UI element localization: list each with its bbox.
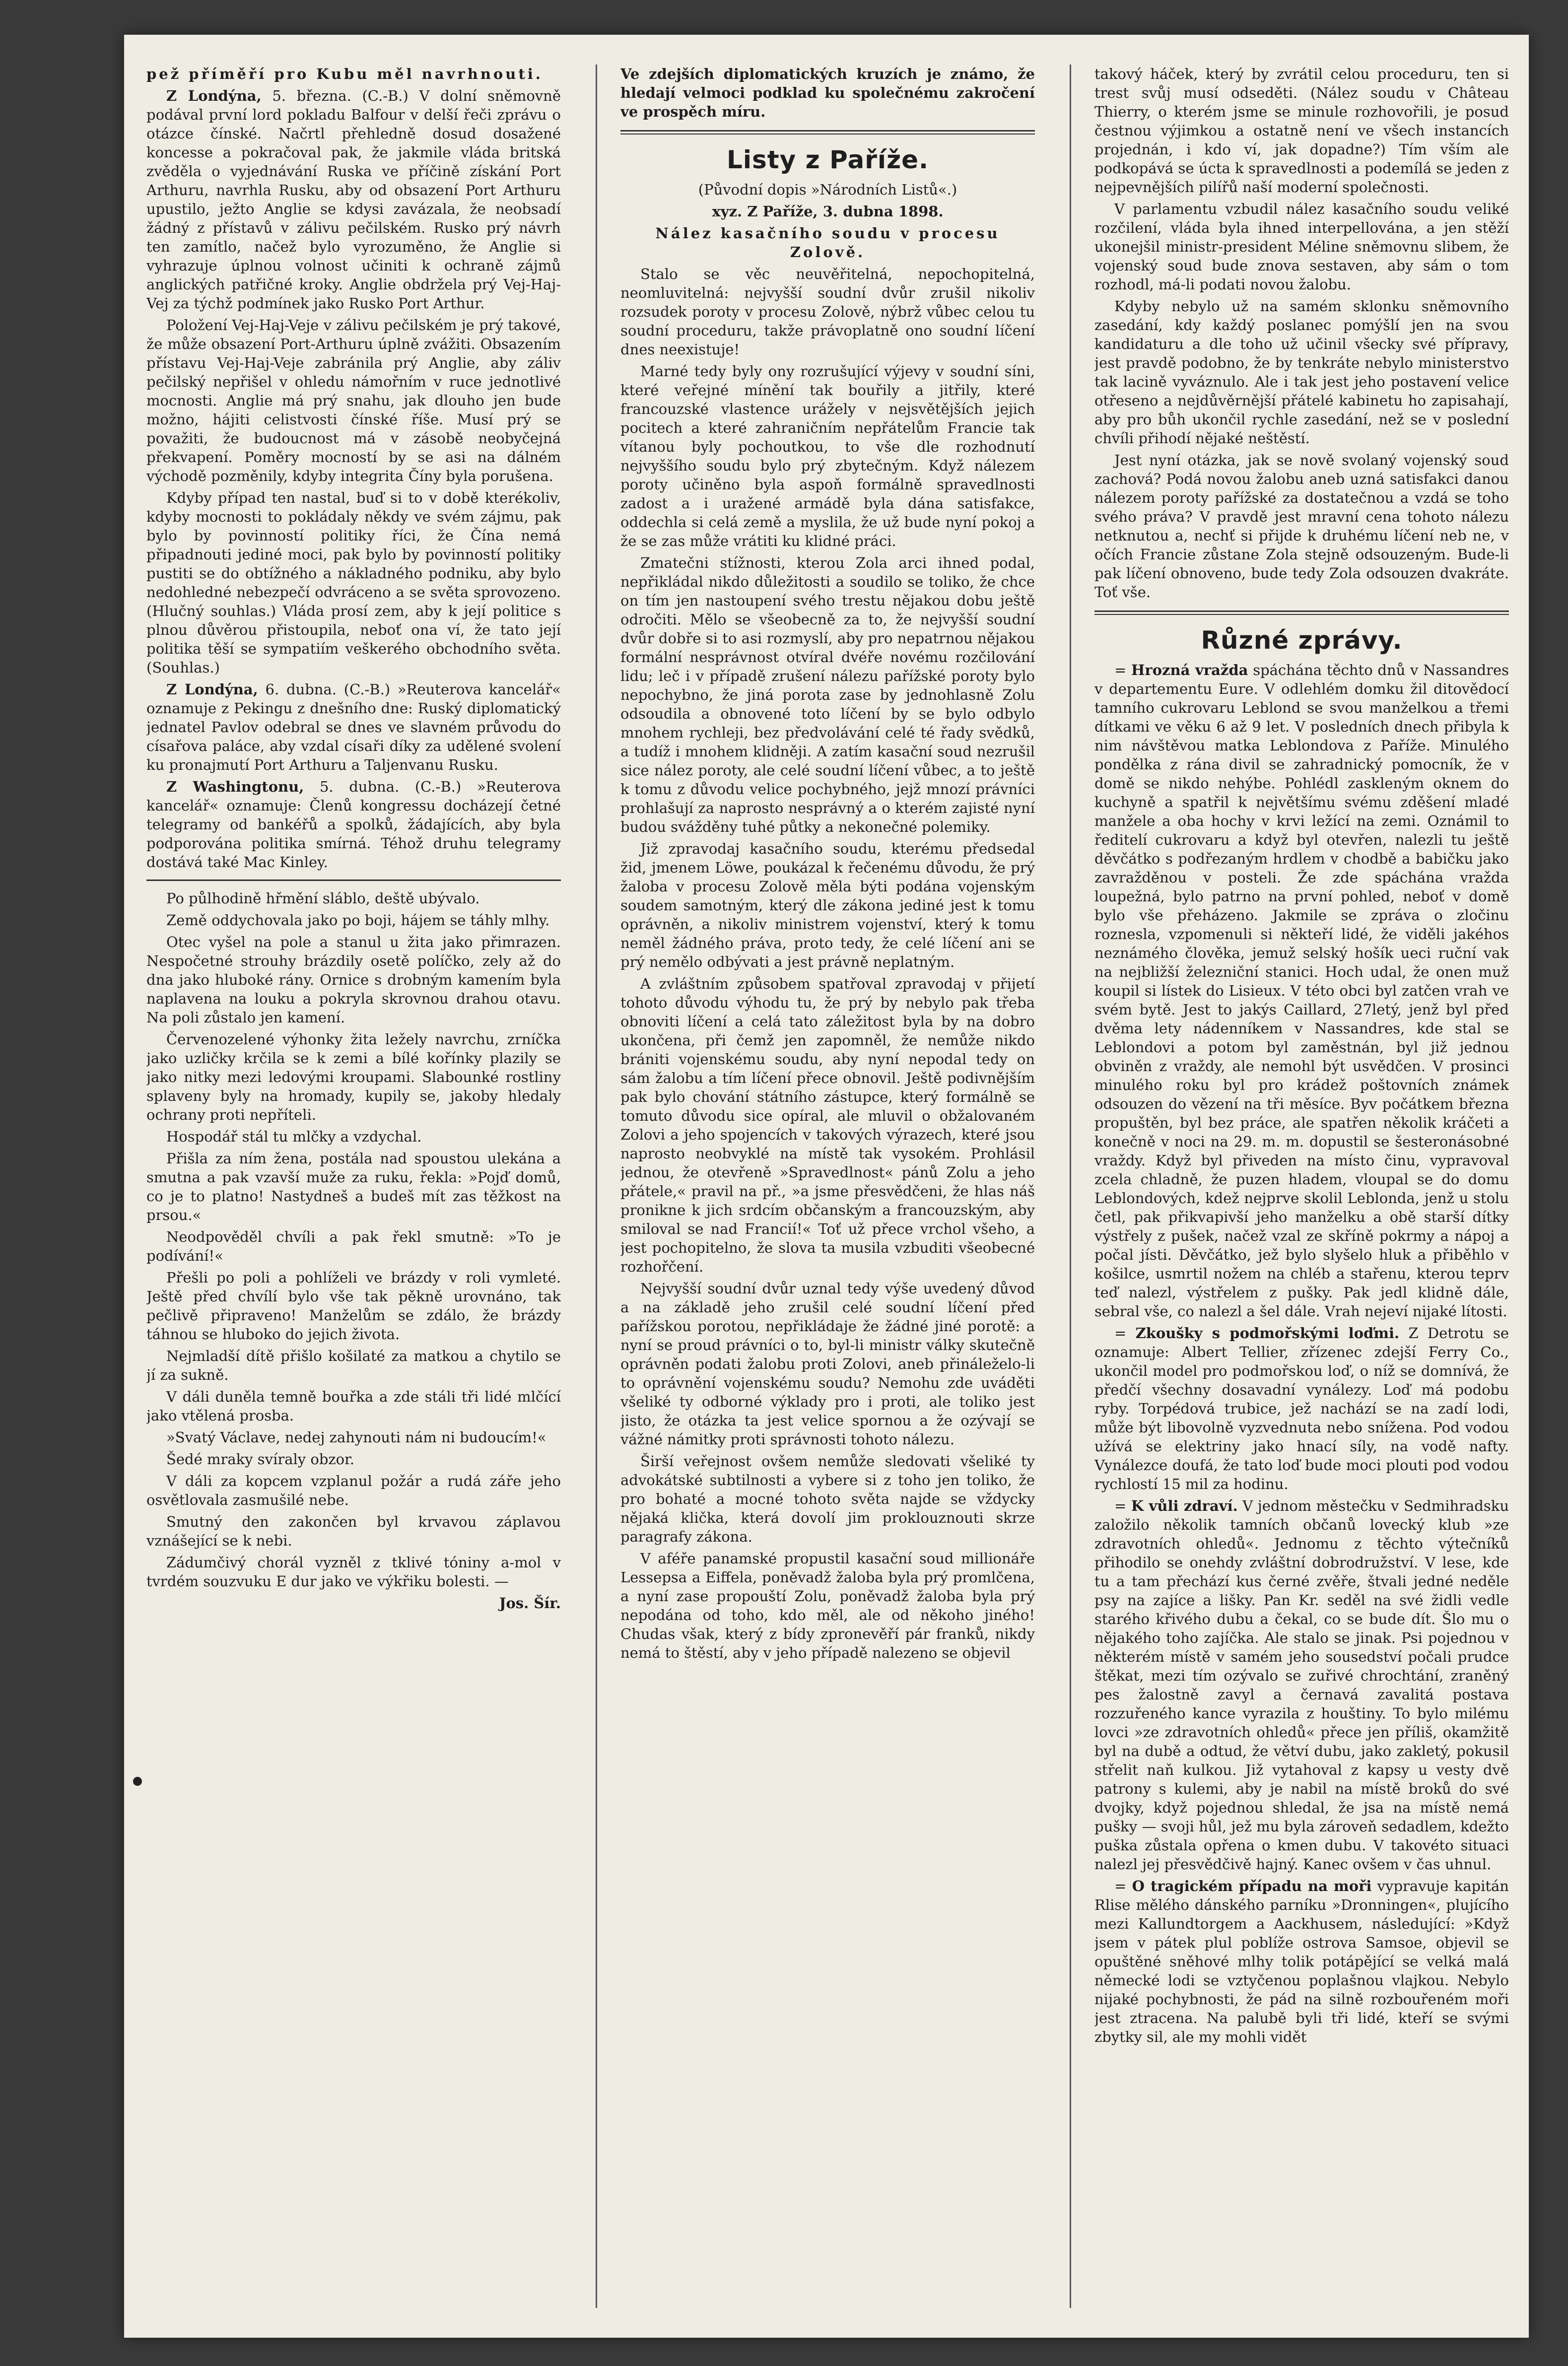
news-text: vypravuje kapitán Rlise mělého dánského parníku »Dronningen«, plujícího mezi Kallundtorgem a Aackhusem, následující: »Když jsem v pátek plul poblíže ostrova Samsoe, objevil se opuštěné sněhové mlhy tolik potápějící se velká malá německé lodi se vztyčenou poplašnou vlajkou. Nebylo nijaké pochybnosti, že pád na silně rozbouřeném moři jest ztracena. Na palubě byli tři lidé, kteří se svými zbytky sil, ale my mohli vidět (1094, 1878, 1509, 2045)
news-title: Hrozná vražda (1131, 662, 1248, 678)
paragraph-text: 6. dubna. (C.-B.) »Reuterova kancelář« oznamuje z Pekingu z dnešního dne: Ruský diplomatický jednatel Pavlov odebral se dnes ve slavném průvodu do císařova paláce, aby vzdal císaři díky za udělené svolení ku pronajmutí Port Arthuru a Taljenvanu Rusku. (146, 681, 561, 773)
paragraph: Stalo se věc neuvěřitelná, nepochopitelná, neomluvitelná: nejvyšší soudní dvůr zrušil nikoliv rozsudek poroty v procesu Zolově, nýbrž vůbec celou tu soudní proceduru, takže právoplatně ono soudní líčení dnes neexistuje! (620, 266, 1035, 358)
paragraph: Položení Vej-Haj-Veje v zálivu pečilském je prý takové, že může obsazení Port-Arthuru úplně zvážiti. Obsazením přístavu Vej-Haj-Veje zabránila prý Anglie, aby záliv pečilský nepřišel v ohledu námořním v ruce jednotlivé mocnosti. Anglie má prý snahu, jak dlouho jen bude možno, hájiti celistvosti čínské říše. Musí prý se považiti, že budoucnost má v zásobě neobyčejná překvapení. Poměry mocností by se asi na dálném východě pozměnily, kdyby integrita Číny byla porušena. (146, 317, 561, 484)
newspaper-page (124, 35, 1529, 2338)
dateline: Z Londýna, (166, 87, 262, 104)
news-text: V jednom městečku v Sedmihradsku založilo několik tamních občanů lovecký klub »ze zdravotních ohledů«. Jednomu z těchto výtečníků přihodilo se onehdy zvláštní dobrodružství. V lese, kde tu a tam přechází kus černé zvěře, štvali jedné neděle psy na zajíce a lišky. Pan Kr. seděl na své židli vedle starého křivého dubu a čekal, co se bude dít. Šlo mu o nějakého toho zajíčka. Ale stalo se jinak. Psi pojednou v některém místě v samém jeho sousedství počali prudce štěkat, mezi tím ozývalo se zuřivé chrochtání, zraněný pes žalostně zavyl a černavá zavalitá postava rozzuřeného kance vyrazila z houštiny. To bylo milému lovci »ze zdravotních ohledů« přece jen příliš, okamžitě byl na dubě a odtud, že větví dubu, jako zakletý, pokusil střelit naň kulkou. Již vytahoval z kapsy u vesty dvě patrony s kulemi, aby je nabil na místě broků do své dvojky, když pojednou shledal, že jsa na místě nemá pušky — svoji hůl, jež mu byla zároveň sedadlem, kdežto puška zůstala opřena o kmen dubu. V takovéto situaci nalezl jej přesvědčivě hajný. Kanec ovšem v čas uhnul. (1094, 1497, 1509, 1873)
paragraph-text: 5. března. (C.-B.) V dolní sněmovně podával první lord pokladu Balfour v delší řeči zprávu o otázce čínské. Načrtl přehledně dosud dosažené koncesse a pokračoval pak, že jakmile vláda britská zvěděla o vyjednávání Ruska ve příčině získání Port Arthuru, navrhla Rusku, aby od obsazení Port Arthuru upustilo, ježto Anglie se kdysi zavázala, že neobsadí žádný z přístavů v zálivu pečilském. Rusko prý návrh ten zamítlo, načež bylo vyrozuměno, že Anglie si vyhrazuje úplnou volnost učiniti k ochraně zájmů anglických patřičné kroky. Anglie obdržela prý Vej-Haj-Vej za týchž podmínek jako Rusko Port Arthur. (146, 87, 561, 312)
section-rule (146, 879, 561, 881)
news-item: = Zkoušky s podmořskými loďmi. Z Detrotu se oznamuje: Albert Tellier, zřízenec zdejší Ferry Co., ukončil model pro podmořskou loď, o níž se domnívá, že předčí všechny dosavadní vynálezy. Loď má podobu ryby. Torpédová trubice, jež nachází se na zadí lodi, může být libovolně vyzvednuta nebo snížena. Pod vodou užívá se elektriny jako hnací síly, na vodě nafty. Vynálezce doufá, že tato loď bude moci plouti pod vodou rychlostí 15 mil za hodinu. (1094, 1325, 1509, 1492)
paragraph-text: 5. dubna. (C.-B.) »Reuterova kancelář« oznamuje: Členů kongressu docházejí četné telegramy od bankéřů a spolků, žádajících, aby byla podporována politika smírná. Téhož druhu telegramy dostává také Mac Kinley. (146, 778, 561, 871)
news-title: K vůli zdraví. (1131, 1497, 1238, 1514)
news-title: O tragickém případu na moři (1132, 1878, 1372, 1894)
story-paragraph: »Svatý Václave, nedej zahynouti nám ni budoucím!« (166, 1429, 546, 1446)
dateline: Z Washingtonu, (166, 778, 304, 795)
dateline: Z Londýna, (166, 681, 258, 698)
paragraph: Širší veřejnost ovšem nemůže sledovati všeliké ty advokátské subtilnosti a vybere si z toho jen toliko, že pro bohaté a mocné tohoto světa najde se vždycky nějaká klička, která dovolí jim proklouznouti skrze paragrafy zákona. (620, 1453, 1035, 1545)
news-washington (146, 777, 561, 872)
story-paragraph: Neodpověděl chvíli a pak řekl smutně: »To je podívání!« (146, 1228, 561, 1264)
paragraph: Kdyby případ ten nastal, buď si to v době kterékoliv, kdyby mocnosti to pokládaly někdy ve svém zájmu, pak bylo by povinností politiky říci, že Čína nemá připadnouti jediné moci, pak bylo by povinností politiky pustiti se do obtížného a nákladného podniku, aby bylo nedohledné nebezpečí odvráceno a se světa sprovozeno. (Hlučný souhlas.) Vláda prosí zem, aby k její politice s plnou důvěrou přistoupila, neboť ona ví, že tato její politika těší se sympatiím veškerého obchodního světa. (Souhlas.) (146, 489, 561, 676)
column-middle (620, 65, 1035, 2308)
section-rule (620, 130, 1035, 135)
top-paragraph: Ve zdejších diplomatických kruzích je známo, že hledají velmoci podklad ku společnému zakročení ve prospěch míru. (620, 66, 1035, 120)
subheading: (Původní dopis »Národních Listů«.) (698, 181, 957, 198)
top-line: pež příměří pro Kubu měl navrhnouti. (146, 66, 543, 82)
story-paragraph: Přišla za ním žena, postála nad spoustou ulekána a smutna a pak vzavší muže za ruku, řekla: »Pojď domů, co je to platno! Nastydneš a budeš mít zas těžkost na prsou.« (146, 1150, 561, 1223)
paragraph: takový háček, který by zvrátil celou proceduru, ten si trest svůj musí odseděti. (Nález soudu v Château Thierry, o kterém jsme se minule rozhovořili, je posud čestnou výjimkou a ostatně není ve všech instancích projednán, i kdo ví, jak dopadne?) Tím vším ale podkopává se úcta k spravedlnosti a podemílá se jeden z nejpevnějších pilířů naší moderní společnosti. (1094, 66, 1509, 196)
column-right (1094, 65, 1509, 2308)
news-item: = O tragickém případu na moři vypravuje kapitán Rlise mělého dánského parníku »Dronningen«, plujícího mezi Kallundtorgem a Aackhusem, následující: »Když jsem v pátek plul poblíže ostrova Samsoe, objevil se opuštěné sněhové mlhy tolik potápějící se velká malá německé lodi se vztyčenou poplašnou vlajkou. Nebylo nijaké pochybnosti, že pád na silně rozbouřeném moři jest ztracena. Na palubě byli tři lidé, kteří se svými zbytky sil, ale my mohli vidět (1094, 1878, 1509, 2045)
column-left (146, 65, 561, 2308)
dateline: xyz. Z Paříže, 3. dubna 1898. (712, 203, 944, 220)
story-paragraph: Smutný den zakončen byl krvavou záplavou vznášející se k nebi. (146, 1513, 561, 1549)
story-paragraph: Otec vyšel na pole a stanul u žita jako přimrazen. Nespočetné strouhy brázdily osetě políčko, zely až do dna jako hluboké rány. Ornice s drobným kamením byla naplavena na louku a pokryla skrovnou drahou otavu. Na poli zůstalo jen kamení. (146, 934, 561, 1026)
news-text: Z Detrotu se oznamuje: Albert Tellier, zřízenec zdejší Ferry Co., ukončil model pro podmořskou loď, o níž se domnívá, že předčí všechny dosavadní vynálezy. Loď má podobu ryby. Torpédová trubice, jež nachází se na zadí lodi, může být libovolně vyzvednuta nebo snížena. Pod vodou užívá se elektriny jako hnací síly, na vodě nafty. Vynálezce doufá, že tato loď bude moci plouti pod vodou rychlostí 15 mil za hodinu. (1094, 1325, 1509, 1492)
story (146, 889, 561, 1613)
story-paragraph: Šedé mraky svíraly obzor. (166, 1451, 355, 1468)
news-title: Zkoušky s podmořskými loďmi. (1135, 1325, 1400, 1342)
news-item: = K vůli zdraví. V jednom městečku v Sedmihradsku založilo několik tamních občanů lovecký klub »ze zdravotních ohledů«. Jednomu z těchto výtečníků přihodilo se onehdy zvláštní dobrodružství. V lese, kde tu a tam přechází kus černé zvěře, štvali jedné neděle psy na zajíce a lišky. Pan Kr. seděl na své židli vedle starého křivého dubu a čekal, co se bude dít. Šlo mu o nějakého toho zajíčka. Ale stalo se jinak. Psi pojednou v některém místě v samém jeho sousedství počali prudce štěkat, mezi tím ozývalo se zuřivé chrochtání, zraněný pes žalostně zavyl a černavá zavalitá postava rozzuřeného kance vyrazila z houštiny. To bylo milému lovci »ze zdravotních ohledů« přece jen příliš, okamžitě byl na dubě a odtud, že větví dubu, jako zakletý, pokusil střelit naň kulkou. Již vytahoval z kapsy u vesty dvě patrony s kulemi, aby je nabil na místě broků do své dvojky, když pojednou shledal, že jsa na místě nemá pušky — svoji hůl, jež mu byla zároveň sedadlem, kdežto puška zůstala opřena o kmen dubu. V takovéto situaci nalezl jej přesvědčivě hajný. Kanec ovšem v čas uhnul. (1094, 1497, 1509, 1873)
paragraph: Marné tedy byly ony rozrušující výjevy v soudní síni, které veřejné mínění tak bouřily a jitřily, které francouzské vlastence urážely v nejsvětějších jejich pocitech a které zahraničním nepřátelům Francie tak vítanou byly pochoutkou, to vše dle rozhodnutí nejvyššího soudu bylo prý zbytečným. Když nálezem poroty učiněno byla aspoň formálně spravedlnosti zadost a i uražené armádě byla dána satisfakce, oddechla si celá země a myslila, že už bude nyní pokoj a že se zas může vrátiti ku klidné práci. (620, 363, 1035, 549)
story-paragraph: V dáli duněla temně bouřka a zde stáli tři lidé mlčící jako vtělená prosba. (146, 1388, 561, 1424)
topic-title: Nález kasačního soudu v procesu Zolově. (655, 225, 1000, 261)
story-signature: Jos. Šír. (499, 1595, 561, 1612)
column-divider (596, 65, 597, 2308)
paragraph: V aféře panamské propustil kasační soud millionáře Lessepsa a Eiffela, poněvadž žaloba byla prý promlčena, a nyní zase propouští Zolu, poněvadž žaloba byla prý nepodána od toho, kdo měl, ale od někoho jiného! Chudas však, který z bídy zpronevěří pár franků, nikdy nemá to štěstí, aby v jeho případě nalezeno se objevil (620, 1550, 1035, 1661)
paragraph: V parlamentu vzbudil nález kasačního soudu veliké rozčilení, vláda byla ihned interpellována, a jen stěží ukonejšil ministr-president Méline sněmovnu slibem, že vojenský soud bude znova sestaven, aby sám o tom rozhodl, má-li podati novou žalobu. (1094, 201, 1509, 293)
section-heading: Různé zprávy. (1201, 626, 1403, 655)
paragraph: Zmatečni stížnosti, kterou Zola arci ihned podal, nepřikládal nikdo důležitosti a soudilo se toliko, že chce on tím jen nastoupení svého trestu nějakou dobu ještě odročiti. Mělo se všeobecně za to, že nejvyšší soudní dvůr dobře si to asi rozmyslí, aby pro nepatrnou nějakou formální nesprávnost otvíral dvéře novému rozčilování lidu; leč i v případě zrušení nálezu pařížské poroty bylo nepochybno, že jiná porota zase by jednohlasně Zolu odsoudila a obnovené toto líčení by se bylo odbylo mnohem rychleji, bez předvolávání celé té řady svědků, a tudíž i mnohem klidněji. A zatím kasační soud nezrušil sice nález poroty, ale celé soudní líčení vůbec, a to ještě k tomu z důvodu velice pochybného, jejž mnozí právníci prohlašují za naprosto nesprávný a o kterém zajisté nyní budou svážděny tuhé půtky a nekonečné polemiky. (620, 554, 1035, 835)
news-london-2 (146, 680, 561, 774)
paragraph: Jest nyní otázka, jak se nově svolaný vojenský soud zachová? Podá novou žalobu aneb uzná satisfakci danou nálezem poroty pařížské za dostatečnou a vzdá se toho svého práva? V pravdě jest mravní cena tohoto nálezu netknutou a, nechť si přijde k druhému líčení neb ne, v očích Francie zůstane Zola stejně odsouzeným. Bude-li pak líčení obnoveno, bude tedy Zola odsouzen dvakráte. Toť vše. (1094, 452, 1509, 601)
column-divider (1070, 65, 1071, 2308)
paragraph: Již zpravodaj kasačního soudu, kterému předsedal žid, jmenem Löwe, poukázal k řečenému důvodu, že prý žaloba v procesu Zolově měla býti podána vojenským soudem samotným, který dle zákona jediné jest k tomu oprávněn, a nikoliv ministrem vojenství, který k tomu neměl žádného práva, proto tedy, že celé líčení ani se prý nemělo odbývati a jest právně neplatným. (620, 840, 1035, 970)
story-paragraph: Zádumčivý chorál vyzněl z tklivé tóniny a-mol v tvrdém souzvuku E dur jako ve výkřiku bolesti. — (146, 1554, 561, 1590)
story-paragraph: Hospodář stál tu mlčky a vzdychal. (166, 1128, 422, 1145)
paragraph: A zvláštním způsobem spatřoval zpravodaj v přijetí tohoto důvodu výhodu tu, že prý by nebylo pak třeba obnoviti líčení a celá tato záležitost byla by na dobro ukončena, při čemž jen zapomněl, že nemůže nikdo brániti vojenskému soudu, aby nyní nepodal tedy on sám žalobu a tím líčení přece obnovil. Ještě podivnějším pak bylo chování státního zástupce, který formálně se tomuto důvodu sice opíral, ale mluvil o obžalovaném Zolovi a jeho spojencích v takových výrazech, které jsou naprosto neobvyklé na místě tak vysokém. Prohlásil jednou, že otevřeně »Spravedlnost« pánů Zolu a jeho přátele,« pravil na př., »a jsme přesvědčeni, že hlas náš pronikne k jich srdcím občanským a francouzským, aby smiloval se nad Francií!« Toť už přece vrchol všeho, a jest pochopitelno, že slova ta musila vzbuditi všeobecné rozhořčení. (620, 975, 1035, 1275)
paragraph: Nejvyšší soudní dvůr uznal tedy výše uvedený důvod a na základě jeho zrušil celé soudní líčení před pařížskou porotou, nepřikládaje že žádné jiné porotě: a nyní se proud právníci o to, byl-li ministr války skutečně oprávněn podati žalobu proti Zolovi, aneb přináleželo-li to oprávnění vojenskému soudu? Nemohu zde uváděti všeliké ty odborné výklady pro i proti, ale toliko jest jisto, že otázka ta jest velice spornou a že ozývají se vážné námitky proti správnosti tohoto nálezu. (620, 1280, 1035, 1448)
news-london-1 (146, 86, 561, 313)
paragraph: Kdyby nebylo už na samém sklonku sněmovního zasedání, kdy každý poslanec pomýšlí jen na svou kandidaturu a dle toho už učinil všecky své přípravy, jest pravdě podobno, že by tenkráte nebylo ministerstvo tak lacině vyváznulo. Ale i tak jest jeho postavení velice otřeseno a nejdůvěrnější přátelé kabinetu ho zapisahají, aby pro bůh ukončil rychle zasedání, než se v poslední chvíli přihodí nějaké neštěstí. (1094, 298, 1509, 447)
story-paragraph: Červenozelené výhonky žita ležely navrchu, zrníčka jako uzličky krčila se k zemi a bílé kořínky plazily se jako nitky mezi ledovými kroupami. Slabounké rostliny splaveny byly na hromady, kupily se, jakoby hledaly ochrany proti nepříteli. (146, 1031, 561, 1123)
story-paragraph: V dáli za kopcem vzplanul požár a rudá záře jeho osvětlovala zasmušilé nebe. (146, 1473, 561, 1508)
story-paragraph: Přešli po poli a pohlíželi ve brázdy v roli vymleté. Ještě před chvílí bylo vše tak pěkně urovnáno, tak pečlivě připraveno! Manželům se zdálo, že brázdy táhnou se hluboko do jejich života. (146, 1269, 561, 1343)
section-rule (1094, 610, 1509, 615)
news-text: spáchána těchto dnů v Nassandres v departementu Eure. V odlehlém domku žil ditovědocí tamního cukrovaru Leblond se svou manželkou a třemi dítkami ve věku 6 až 9 let. V posledních dnech přibyla k nim návštěvou matka Leblondova z Paříže. Minulého pondělka z rána divil se zahradnický pomocník, že v domě se nikdo nehýbe. Pohlédl zaskleným oknem do kuchyně a spatřil k největšímu svému zděšení mladé manžele a oba hochy v krvi ležící na zemi. Oznámil to ředitelí cukrovaru a když byl otevřen, nalezli tu ještě děvčátko s podřezaným hrdlem v chodbě a babičku jako zavražděnou v posteli. Že zde spáchána vražda loupežná, bylo patrno na první pohled, neboť v domě bylo vše přeházeno. Jakmile se zpráva o zločinu rozneslа, vzpomenuli si někteří lidé, že viděli jakéhos neznámého člověka, jemuž selský hošík ueci ruční vak na nejbližší železniční stanici. Hoch udal, že onen muž koupil si lístek do Lisieux. V této obci byl zatčen vrah ve svém bytě. Jest to jakýs Caillard, 27letý, jenž byl před dvěma lety nádenníkem v Nassandres, kde stal se Leblondovi a potom byl zaměstnán, byl již jednou obviněn z vraždy, ale nemohl být usvědčen. V prosinci minulého roku byl pro krádež poštovních známek odsouzen do vězení na tři měsíce. Byv počátkem března propuštěn, byl bez práce, ale spatřen několik kráčeti a konečně v noci na 29. m. m. dopustil se šesteronásobné vraždy. Když byl přiveden na místo činu, vypravoval zcela chladně, že puzen hladem, vloupal se do domu Leblondových, kdež nejprve skolil Leblonda, jenž u stolu četl, pak přikvapivší jeho manželku a obě starší dítky výstřely z pušek, načež vzal ze skříně pokrmy a nápoj a počal jísti. Děvčátko, jež bylo slyšelo hluk a přiběhlo v košilce, usmrtil nožem na chléb a stařenu, kterou teprv teď nalezl, výstřelem z pušky. Pak jedl klidně dále, sebral vše, co nalezl a šel dále. Vrah nejeví nijaké lítosti. (1094, 662, 1509, 1320)
story-paragraph: Nejmladší dítě přišlo košilaté za matkou a chytilo se jí za sukně. (146, 1348, 561, 1383)
story-paragraph: Po půlhodině hřmění sláblo, deště ubývalo. (166, 890, 480, 907)
story-paragraph: Země oddychovala jako po boji, hájem se táhly mlhy. (166, 912, 550, 929)
section-heading: Listy z Paříže. (726, 145, 929, 174)
punch-hole-mark (133, 1777, 142, 1786)
news-item: = Hrozná vražda spáchána těchto dnů v Nassandres v departementu Eure. V odlehlém domku žil ditovědocí tamního cukrovaru Leblond se svou manželkou a třemi dítkami ve věku 6 až 9 let. V posledních dnech přibyla k nim návštěvou matka Leblondova z Paříže. Minulého pondělka z rána divil se zahradnický pomocník, že v domě se nikdo nehýbe. Pohlédl zaskleným oknem do kuchyně a spatřil k největšímu svému zděšení mladé manžele a oba hochy v krvi ležící na zemi. Oznámil to ředitelí cukrovaru a když byl otevřen, nalezli tu ještě děvčátko s podřezaným hrdlem v chodbě a babičku jako zavražděnou v posteli. Že zde spáchána vražda loupežná, bylo patrno na první pohled, neboť v domě bylo vše přeházeno. Jakmile se zpráva o zločinu rozneslа, vzpomenuli si někteří lidé, že viděli jakéhos neznámého člověka, jemuž selský hošík ueci ruční vak na nejbližší železniční stanici. Hoch udal, že onen muž koupil si lístek do Lisieux. V této obci byl zatčen vrah ve svém bytě. Jest to jakýs Caillard, 27letý, jenž byl před dvěma lety nádenníkem v Nassandres, kde stal se Leblondovi a potom byl zaměstnán, byl již jednou obviněn z vraždy, ale nemohl být usvědčen. V prosinci minulého roku byl pro krádež poštovních známek odsouzen do vězení na tři měsíce. Byv počátkem března propuštěn, byl bez práce, ale spatřen několik kráčeti a konečně v noci na 29. m. m. dopustil se šesteronásobné vraždy. Když byl přiveden na místo činu, vypravoval zcela chladně, že puzen hladem, vloupal se do domu Leblondových, kdež nejprve skolil Leblonda, jenž u stolu četl, pak přikvapivší jeho manželku a obě starší dítky výstřely z pušek, načež vzal ze skříně pokrmy a nápoj a počal jísti. Děvčátko, jež bylo slyšelo hluk a přiběhlo v košilce, usmrtil nožem na chléb a stařenu, kterou teprv teď nalezl, výstřelem z pušky. Pak jedl klidně dále, sebral vše, co nalezl a šel dále. Vrah nejeví nijaké lítosti. (1094, 662, 1509, 1320)
